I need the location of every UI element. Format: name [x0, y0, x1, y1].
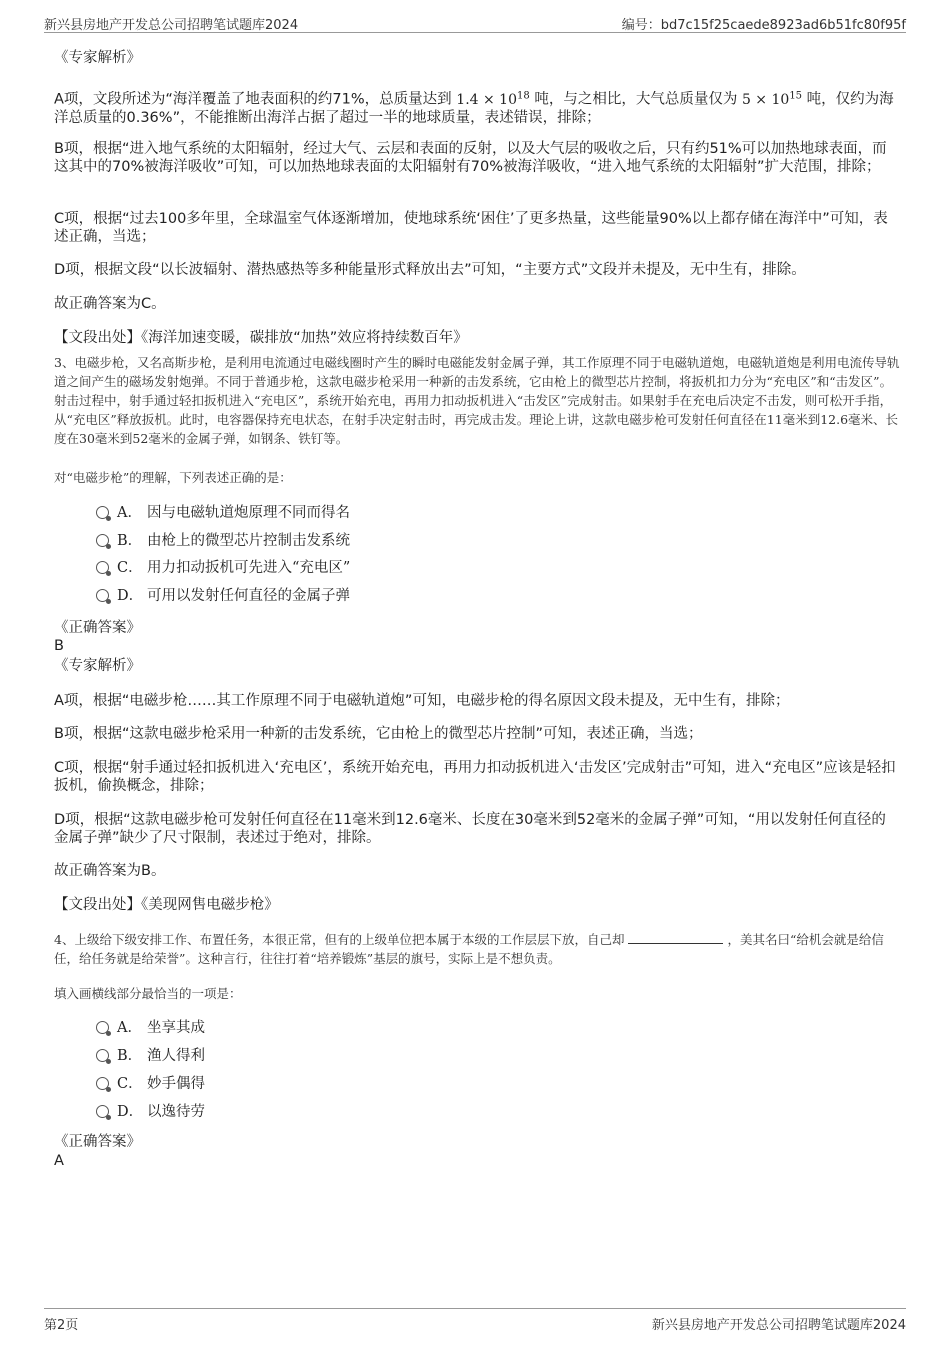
page-footer	[44, 1308, 906, 1333]
q4-option-c[interactable]: C． 妙手偶得	[96, 1074, 205, 1094]
q3-option-c[interactable]: C． 用力扣动扳机可先进入“充电区”	[96, 558, 350, 578]
q4-answer-label: 《正确答案》	[54, 1134, 141, 1150]
header-serial	[622, 14, 906, 33]
q3-conclusion: 故正确答案为B。	[54, 863, 166, 879]
q4-option-d[interactable]: D． 以逸待劳	[96, 1102, 205, 1122]
q4-answer: A	[54, 1153, 64, 1169]
radio-icon[interactable]	[96, 1105, 109, 1118]
q2-analysis-c: C项，根据“过去100多年里，全球温室气体逐渐增加，使地球系统‘困住’了更多热量，这些能量90%以上都存储在海洋中”可知，表述正确，当选；	[54, 211, 888, 245]
q3-prompt: 对“电磁步枪”的理解，下列表述正确的是：	[54, 470, 292, 485]
math-mass-ocean: $1.4 \times 10^{18}$	[456, 90, 530, 108]
radio-icon[interactable]	[96, 1049, 109, 1062]
radio-icon[interactable]	[96, 534, 109, 547]
q3-passage: 3、电磁步枪，又名高斯步枪，是利用电流通过电磁线圈时产生的瞬时电磁能发射金属子弹，其工作原理不同于电磁轨道炮，电磁轨道炮是利用电流传导轨道之间产生的磁场发射炮弹。不同于普通步枪，这款电磁步枪采用一种新的击发系统，它由枪上的微型芯片控制，将扳机扣力分为“充电区”和“击发区”。射击过程中，射手通过轻扣扳机进入“充电区”，系统开始充电，再用力扣动扳机进入“击发区”完成射击。如果射手在充电后决定不击发，则可松开手指，从“充电区”释放扳机。此时，电容器保持充电状态，在射手决定射击时，再完成击发。理论上讲，这款电磁步枪可发射任何直径在11毫米到12.6毫米、长度在30毫米到52毫米的金属子弹，如钢条、铁钉等。	[54, 355, 900, 446]
q3-source: 【文段出处】《美现网售电磁步枪》	[54, 897, 279, 913]
q3-option-a[interactable]: A． 因与电磁轨道炮原理不同而得名	[96, 503, 350, 523]
serial-value: bd7c15f25caede8923ad6b51fc80f95f	[660, 18, 906, 33]
q3-analysis-a: A项，根据“电磁步枪……其工作原理不同于电磁轨道炮”可知，电磁步枪的得名原因文段未提及，无中生有，排除；	[54, 693, 790, 709]
q3-option-d[interactable]: D． 可用以发射任何直径的金属子弹	[96, 586, 350, 606]
q4-prompt: 填入画横线部分最恰当的一项是：	[54, 986, 242, 1001]
q4-option-a[interactable]: A． 坐享其成	[96, 1018, 205, 1038]
radio-icon[interactable]	[96, 506, 109, 519]
q2-conclusion: 故正确答案为C。	[54, 296, 166, 312]
q3-analysis-d: D项，根据“这款电磁步枪可发射任何直径在11毫米到12.6毫米、长度在30毫米到52毫米的金属子弹”可知，“用以发射任何直径的金属子弹”缺少了尺寸限制，表述过于绝对，排除。	[54, 812, 886, 846]
radio-icon[interactable]	[96, 1021, 109, 1034]
q2-analysis-d: D项，根据文段“以长波辐射、潜热感热等多种能量形式释放出去”可知，“主要方式”文段并未提及，无中生有，排除。	[54, 262, 806, 278]
q3-answer: B	[54, 638, 64, 654]
q3-answer-label: 《正确答案》	[54, 620, 141, 636]
radio-icon[interactable]	[96, 589, 109, 602]
q2-analysis-label: 《专家解析》	[54, 50, 141, 66]
serial-label: 编号：	[621, 18, 661, 33]
radio-icon[interactable]	[96, 561, 109, 574]
page-header	[44, 12, 906, 33]
q4-option-b[interactable]: B． 渔人得利	[96, 1046, 205, 1066]
q3-analysis-c: C项，根据“射手通过轻扣扳机进入‘充电区’，系统开始充电，再用力扣动扳机进入‘击发区’完成射击”可知，进入“充电区”应该是轻扣扳机，偷换概念，排除；	[54, 760, 896, 794]
q4-passage: 4、上级给下级安排工作、布置任务，本很正常，但有的上级单位把本属于本级的工作层层下放，自己却 ，美其名曰“给机会就是给信任，给任务就是给荣誉”。这种言行，往往打着“培养锻炼”基层的旗号，实际上是不想负责。	[54, 932, 884, 966]
radio-icon[interactable]	[96, 1077, 109, 1090]
header-title: 新兴县房地产开发总公司招聘笔试题库2024	[44, 18, 299, 33]
page-number: 第2页	[44, 1318, 79, 1333]
q2-source: 【文段出处】《海洋加速变暖，碳排放“加热”效应将持续数百年》	[54, 330, 468, 346]
q2-analysis-b: B项，根据“进入地气系统的太阳辐射，经过大气、云层和表面的反射，以及大气层的吸收之后，只有约51%可以加热地球表面，而这其中的70%被海洋吸收”可知，可以加热地球表面的太阳辐射有70%被海洋吸收，“进入地气系统的太阳辐射”扩大范围，排除；	[54, 141, 887, 175]
q3-analysis-label: 《专家解析》	[54, 658, 141, 674]
q3-option-b[interactable]: B． 由枪上的微型芯片控制击发系统	[96, 531, 350, 551]
q2-analysis-a: A项，文段所述为“海洋覆盖了地表面积的约71%，总质量达到 $1.4 \times 10^{18}$ 吨，与之相比，大气总质量仅为 $5 \times 10^{15}$ 吨，仅约为海洋总质量的0.36%”，不能推断出海洋占据了超过一半的地球质量，表述错误，排除；	[54, 90, 894, 126]
math-mass-atmosphere: $5 \times 10^{15}$	[741, 90, 803, 108]
footer-title: 新兴县房地产开发总公司招聘笔试题库2024	[651, 1318, 906, 1333]
fill-blank	[628, 931, 723, 944]
q3-analysis-b: B项，根据“这款电磁步枪采用一种新的击发系统，它由枪上的微型芯片控制”可知，表述正确，当选；	[54, 726, 703, 742]
